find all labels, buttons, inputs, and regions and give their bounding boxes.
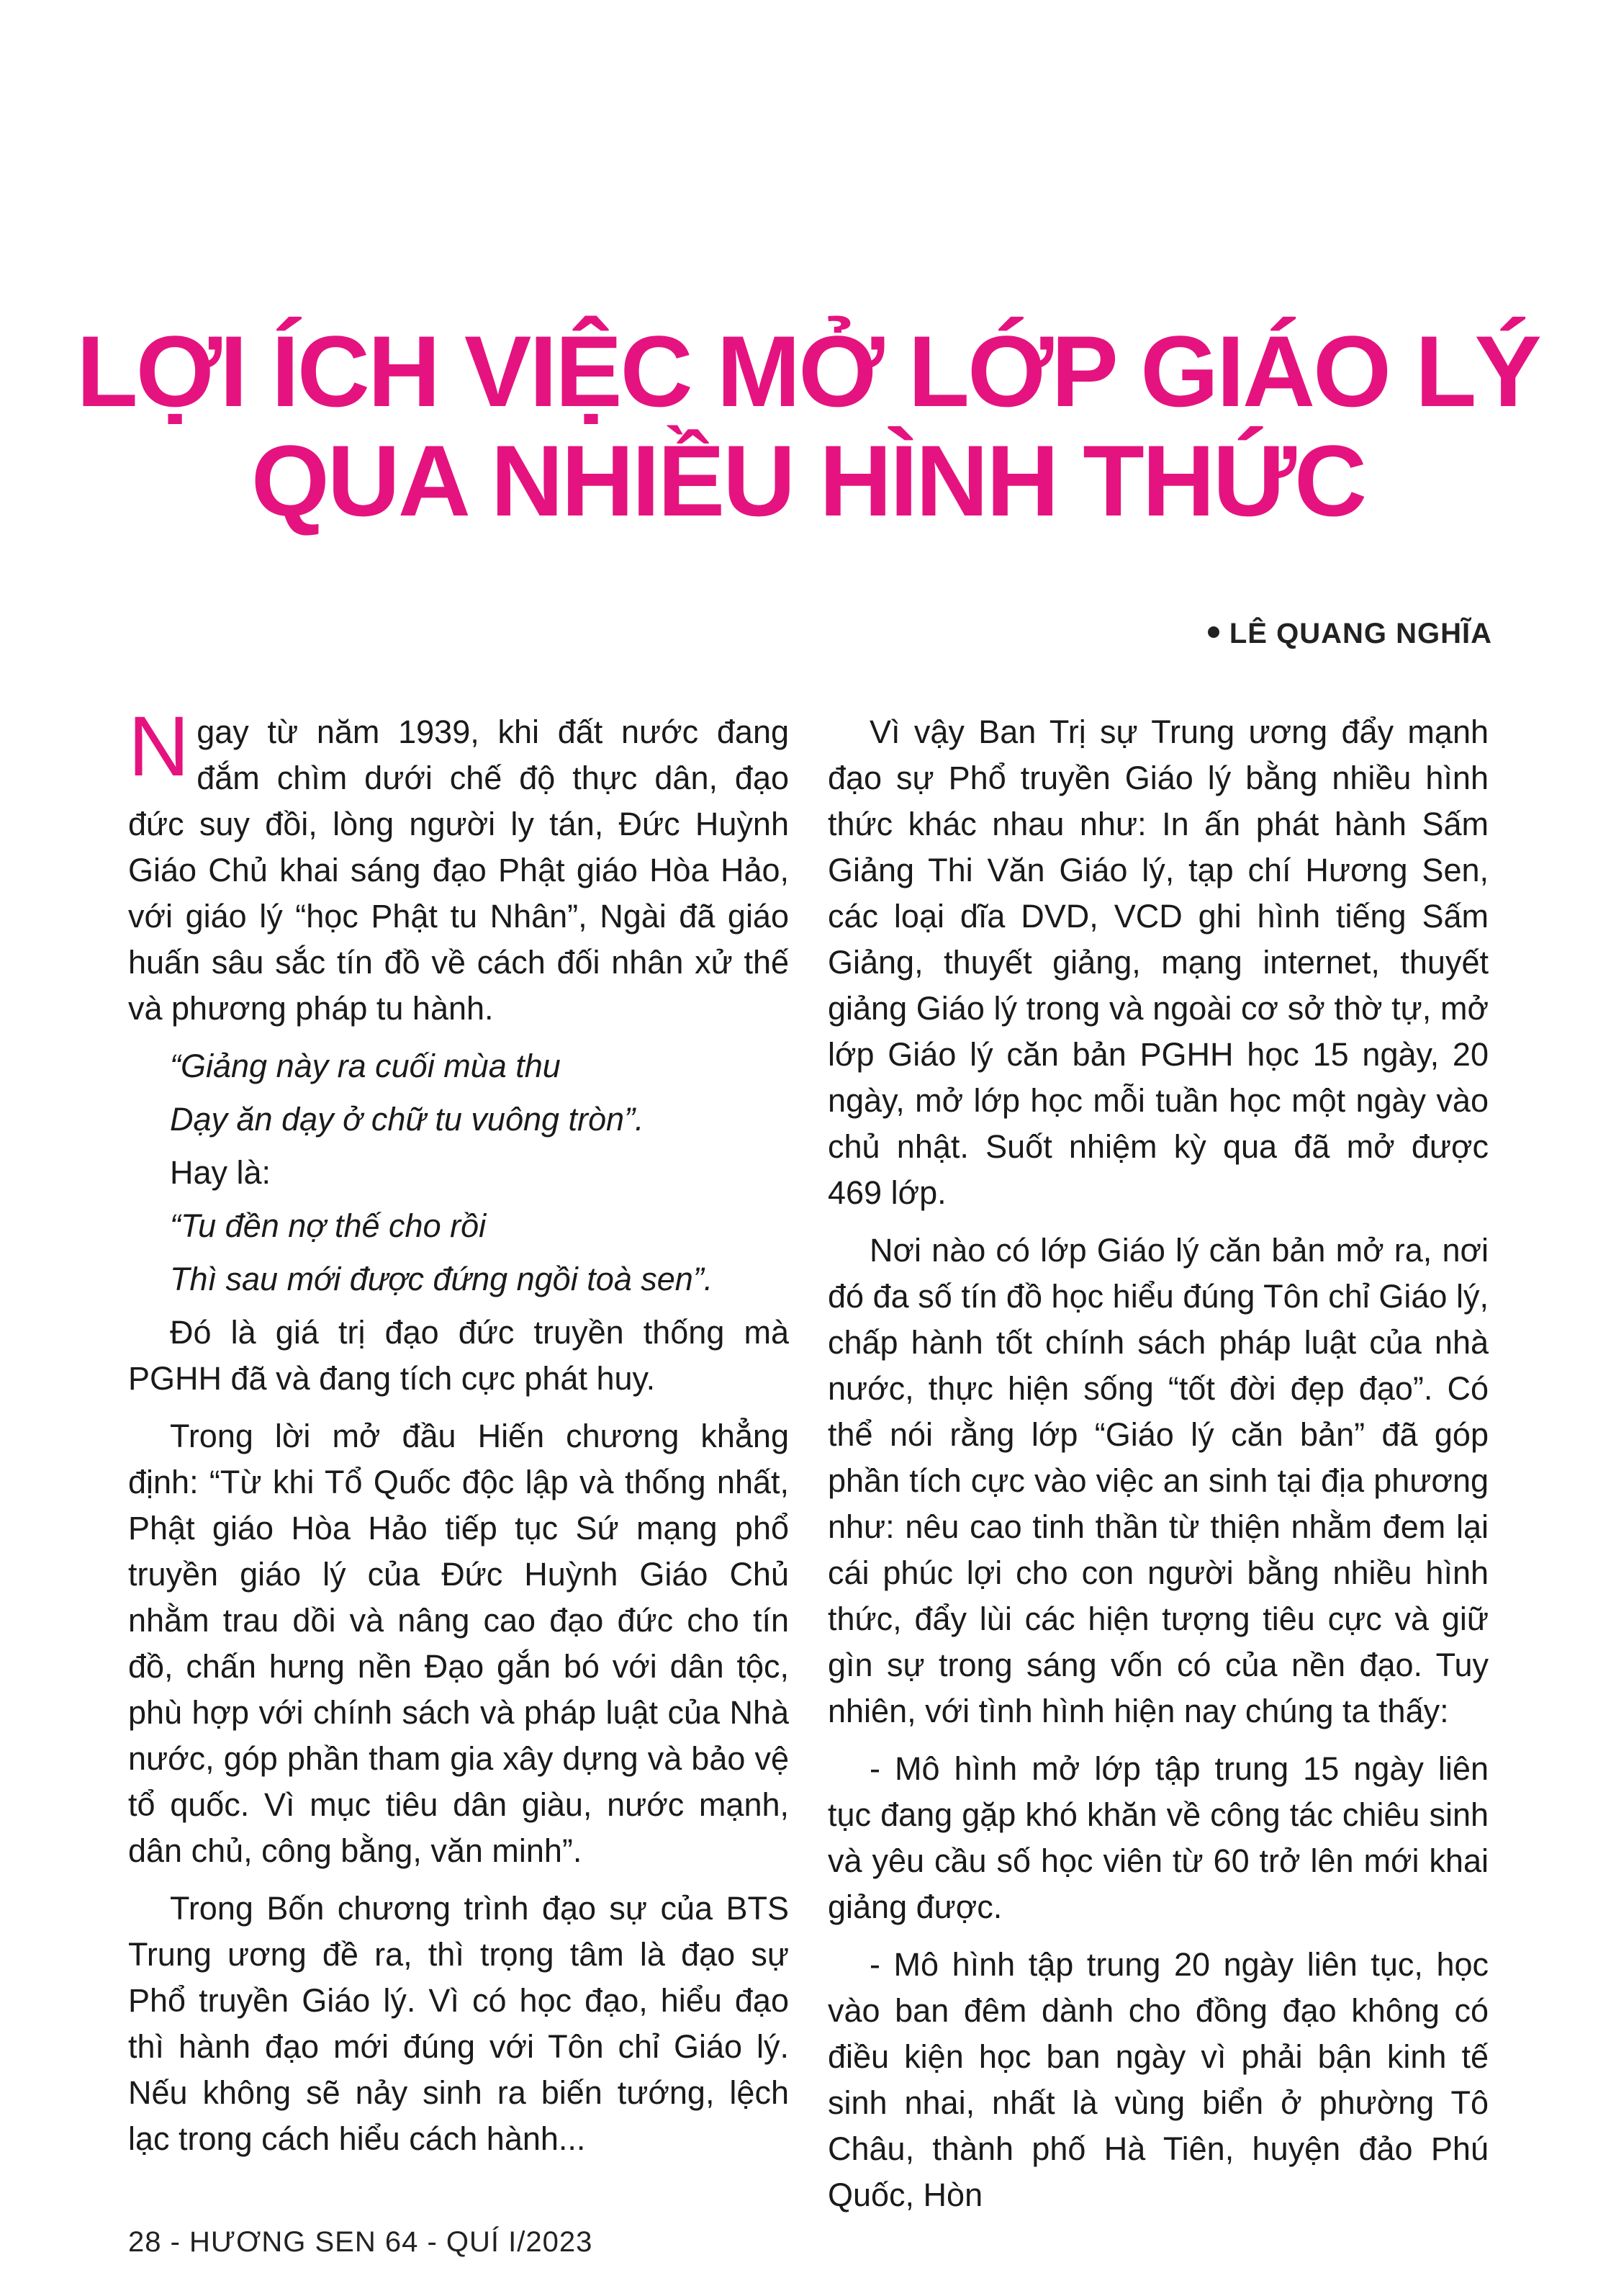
title-line-1: LỢI ÍCH VIỆC MỞ LỚP GIÁO LÝ — [76, 315, 1540, 428]
paragraph: Ngay từ năm 1939, khi đất nước đang đắm chìm dưới chế độ thực dân, đạo đức suy đồi, lòng người ly tán, Đức Huỳnh Giáo Chủ khai sáng đạo Phật giáo Hòa Hảo, với giáo lý “học Phật tu Nhân”, Ngài đã giáo huấn sâu sắc tín đồ về cách đối nhân xử thế và phương pháp tu hành. — [128, 699, 789, 1027]
left-column — [128, 699, 789, 2174]
title-line-2: QUA NHIỀU HÌNH THỨC — [250, 424, 1366, 537]
author-byline — [1208, 618, 1492, 650]
author-name: LÊ QUANG NGHĨA — [1229, 618, 1492, 649]
verse-line: Thì sau mới được đứng ngồi toà sen”. — [170, 1261, 713, 1297]
verse-line: Dạy ăn dạy ở chữ tu vuông tròn”. — [170, 1101, 644, 1138]
verse-line: “Giảng này ra cuối mùa thu — [170, 1048, 561, 1084]
paragraph: - Mô hình tập trung 20 ngày liên tục, học vào ban đêm dành cho đồng đạo không có điều kiện học ban ngày vì phải bận kinh tế sinh nhai, nhất là vùng biển ở phường Tô Châu, thành phố Hà Tiên, huyện đảo Phú Quốc, Hòn — [828, 1946, 1489, 2213]
page-footer: 28 - HƯƠNG SEN 64 - QUÍ I/2023 — [128, 2226, 593, 2258]
connector-text: Hay là: — [170, 1154, 271, 1191]
right-column — [828, 709, 1489, 2230]
bullet-icon — [1208, 626, 1219, 638]
drop-cap: N — [128, 699, 190, 794]
paragraph: - Mô hình mở lớp tập trung 15 ngày liên tục đang gặp khó khăn về công tác chiêu sinh và yêu cầu số học viên từ 60 trở lên mới khai giảng được. — [828, 1750, 1489, 1925]
paragraph: Trong Bốn chương trình đạo sự của BTS Trung ương đề ra, thì trọng tâm là đạo sự Phổ truyền Giáo lý. Vì có học đạo, hiểu đạo thì hành đạo mới đúng với Tôn chỉ Giáo lý. Nếu không sẽ nảy sinh ra biến tướng, lệch lạc trong cách hiểu cách hành... — [128, 1890, 789, 2157]
paragraph: Đó là giá trị đạo đức truyền thống mà PGHH đã và đang tích cực phát huy. — [128, 1314, 789, 1397]
article-title — [0, 317, 1616, 536]
paragraph: Nơi nào có lớp Giáo lý căn bản mở ra, nơi đó đa số tín đồ học hiểu đúng Tôn chỉ Giáo lý, chấp hành tốt chính sách pháp luật của nhà nước, thực hiện sống “tốt đời đẹp đạo”. Có thể nói rằng lớp “Giáo lý căn bản” đã góp phần tích cực vào việc an sinh tại địa phương như: nêu cao tinh thần từ thiện nhằm đem lại cái phúc lợi cho con người bằng nhiều hình thức, đẩy lùi các hiện tượng tiêu cực và giữ gìn sự trong sáng vốn có của nền đạo. Tuy nhiên, với tình hình hiện nay chúng ta thấy: — [828, 1232, 1489, 1729]
paragraph: Vì vậy Ban Trị sự Trung ương đẩy mạnh đạo sự Phổ truyền Giáo lý bằng nhiều hình thức khác nhau như: In ấn phát hành Sấm Giảng Thi Văn Giáo lý, tạp chí Hương Sen, các loại dĩa DVD, VCD ghi hình tiếng Sấm Giảng, thuyết giảng, mạng internet, thuyết giảng Giáo lý trong và ngoài cơ sở thờ tự, mở lớp Giáo lý căn bản PGHH học 15 ngày, 20 ngày, mở lớp học mỗi tuần học một ngày vào chủ nhật. Suốt nhiệm kỳ qua đã mở được 469 lớp. — [828, 713, 1489, 1211]
paragraph: Trong lời mở đầu Hiến chương khẳng định: “Từ khi Tổ Quốc độc lập và thống nhất, Phật giáo Hòa Hảo tiếp tục Sứ mạng phổ truyền giáo lý của Đức Huỳnh Giáo Chủ nhằm trau dồi và nâng cao đạo đức cho tín đồ, chấn hưng nền Đạo gắn bó với dân tộc, phù hợp với chính sách và pháp luật của Nhà nước, góp phần tham gia xây dựng và bảo vệ tổ quốc. Vì mục tiêu dân giàu, nước mạnh, dân chủ, công bằng, văn minh”. — [128, 1418, 789, 1869]
verse-line: “Tu đền nợ thế cho rồi — [170, 1207, 487, 1244]
